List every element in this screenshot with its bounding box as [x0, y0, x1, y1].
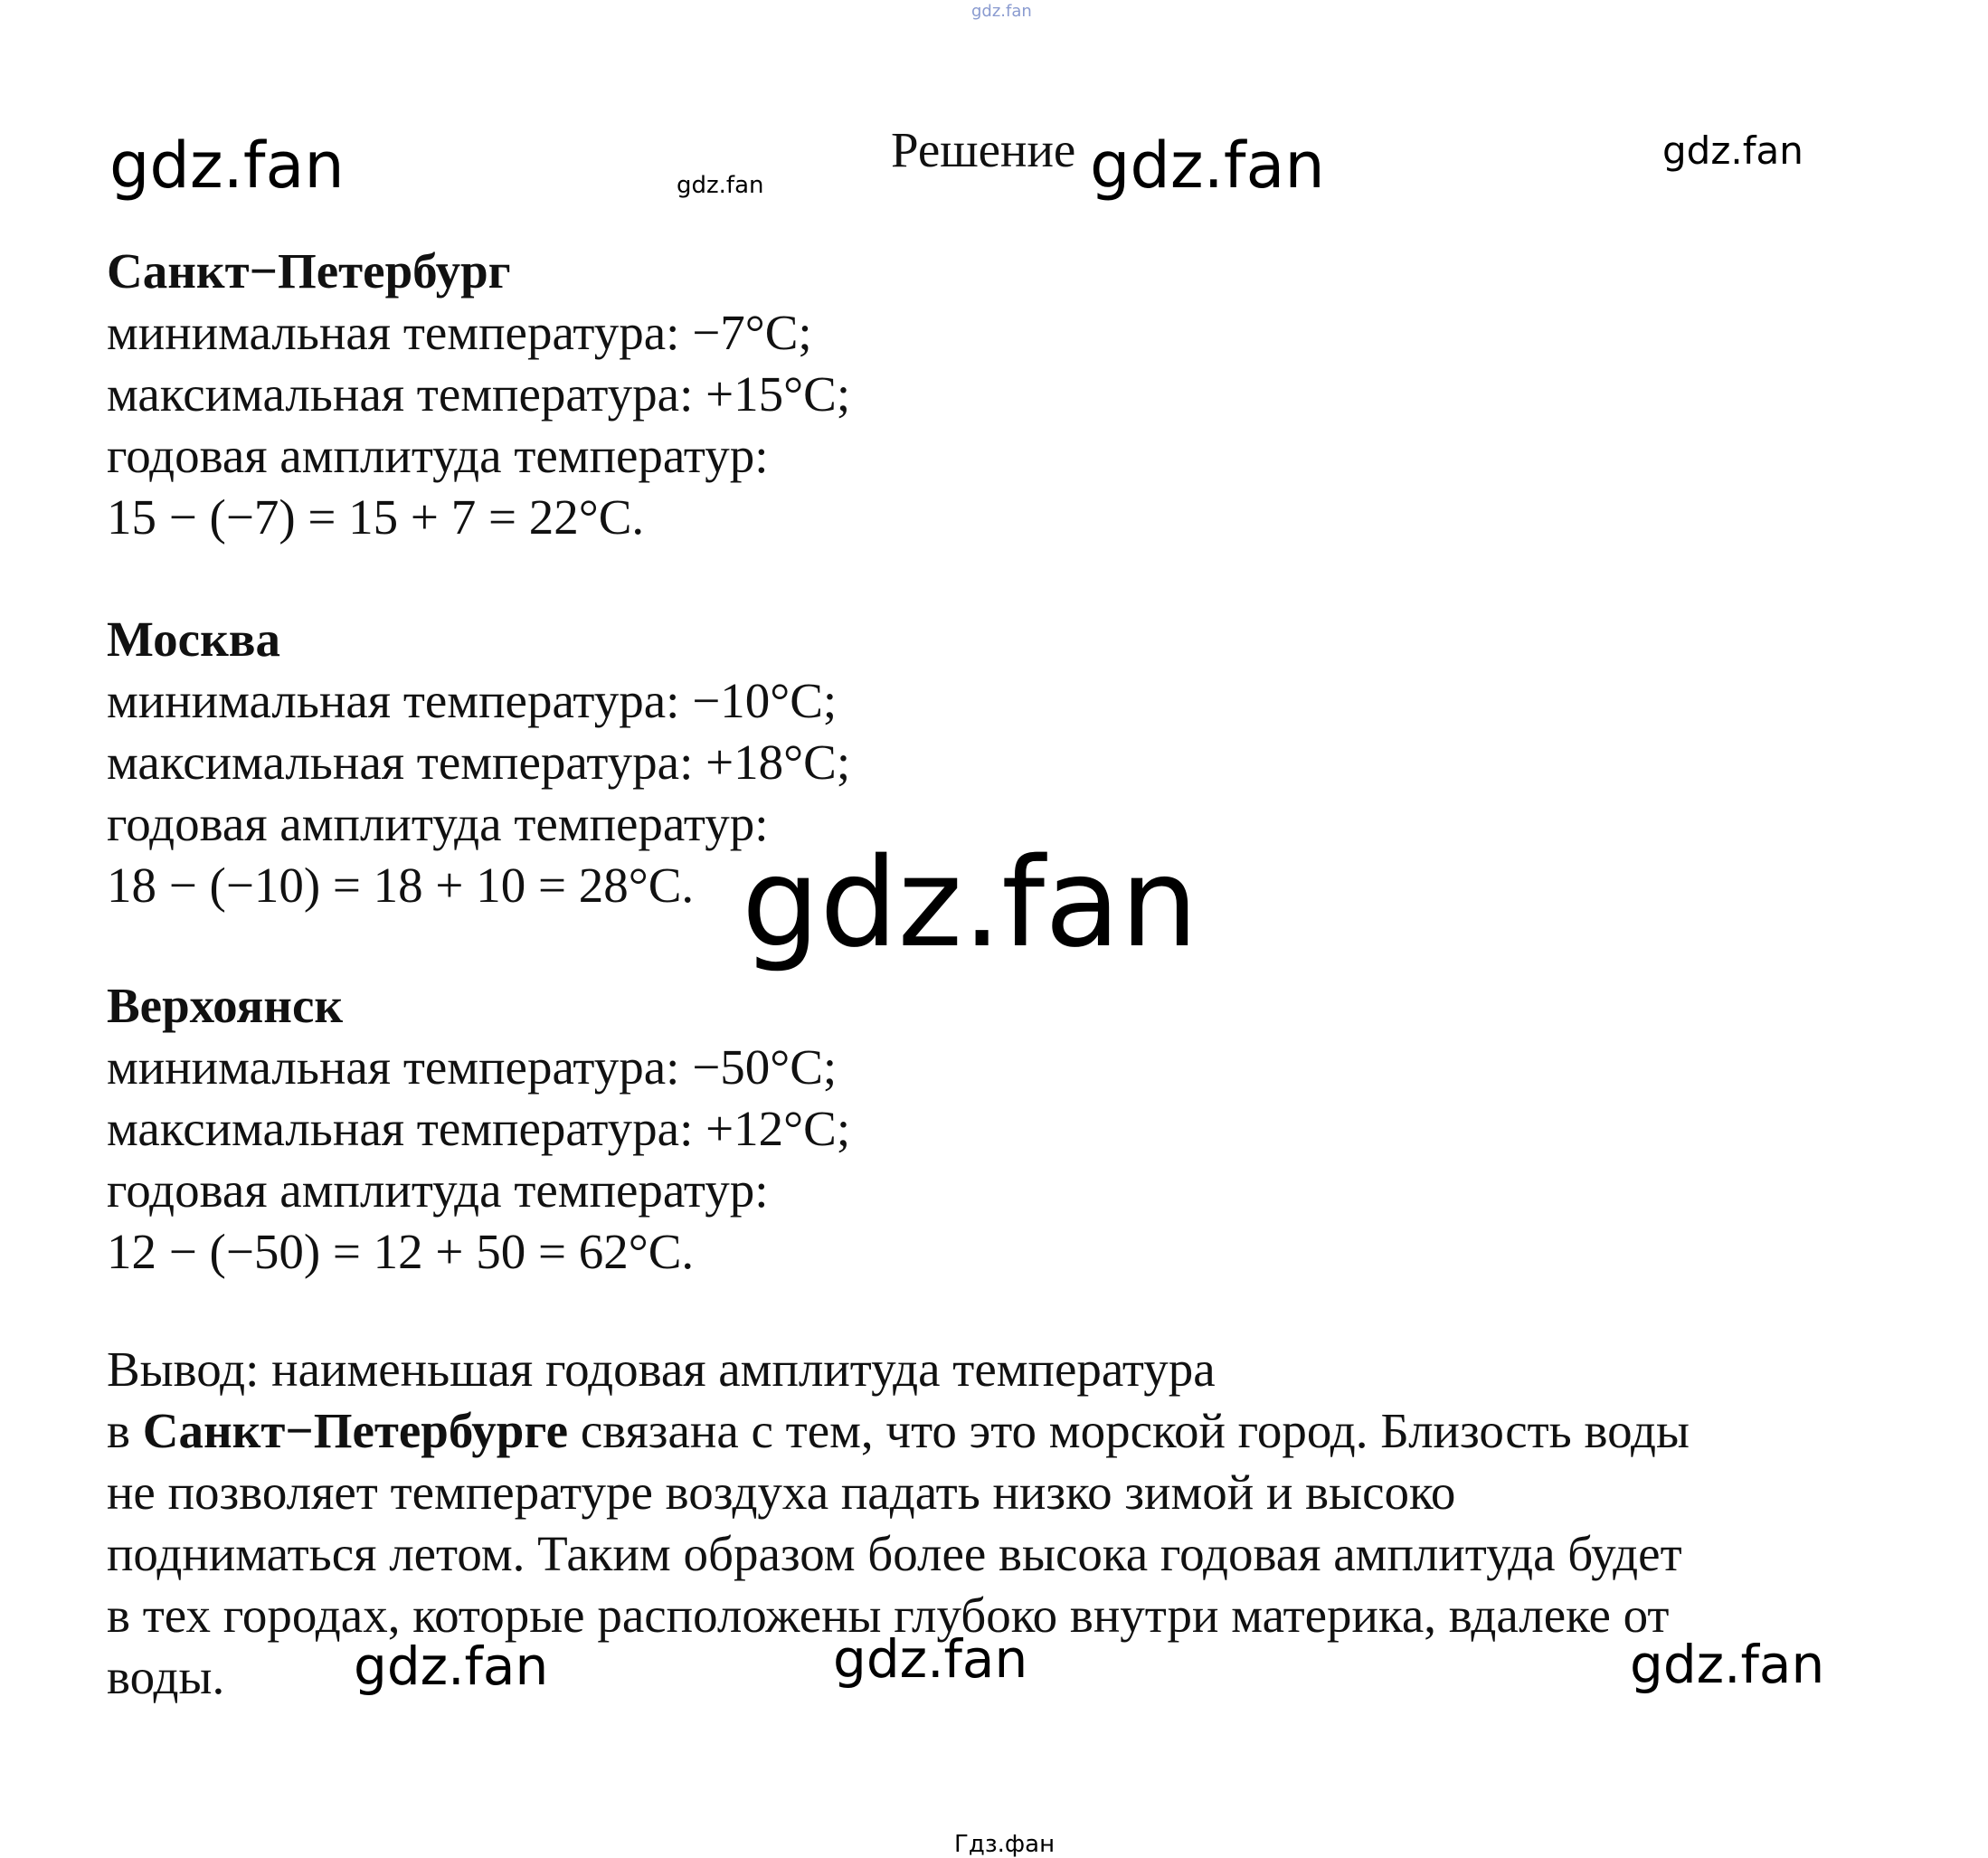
- amplitude-calc: 18 − (−10) = 18 + 10 = 28°С.: [107, 858, 695, 913]
- conclusion-line: воды.: [107, 1649, 225, 1704]
- conclusion-line: в тех городах, которые расположены глубоко внутри материка, вдалеке от: [107, 1588, 1670, 1643]
- min-temp-line: минимальная температура: −50°С;: [107, 1039, 838, 1095]
- conclusion-line: подниматься летом. Таким образом более высока годовая амплитуда будет: [107, 1526, 1682, 1581]
- section-moscow: [107, 609, 850, 916]
- watermark-bottom-mid: gdz.fan: [833, 1628, 1028, 1690]
- watermark-top-mid: gdz.fan: [1090, 128, 1325, 203]
- footer-caption: Гдз.фан: [954, 1831, 1056, 1858]
- conclusion-line: Вывод: наименьшая годовая амплитуда температура: [107, 1341, 1216, 1397]
- min-temp-line: минимальная температура: −7°С;: [107, 305, 812, 360]
- max-temp-line: максимальная температура: +15°С;: [107, 366, 851, 422]
- amplitude-label: годовая амплитуда температур:: [107, 428, 769, 483]
- section-heading: Верхоянск: [107, 978, 344, 1033]
- section-heading: Санкт−Петербург: [107, 243, 511, 299]
- watermark-top-right: gdz.fan: [1662, 128, 1803, 173]
- watermark-bottom-left: gdz.fan: [354, 1635, 549, 1697]
- watermark-top-left: gdz.fan: [109, 128, 345, 203]
- conclusion-prefix: в: [107, 1403, 143, 1458]
- watermark-top-small-mid: gdz.fan: [677, 172, 764, 199]
- section-verkhoyansk: [107, 975, 850, 1283]
- max-temp-line: максимальная температура: +12°С;: [107, 1101, 851, 1156]
- conclusion-city-bold: Санкт−Петербурге: [142, 1403, 569, 1458]
- amplitude-calc: 12 − (−50) = 12 + 50 = 62°С.: [107, 1224, 695, 1279]
- watermark-top-small: gdz.fan: [971, 2, 1032, 21]
- section-heading: Москва: [107, 611, 280, 667]
- page-title: Решение: [891, 122, 1076, 177]
- conclusion-line: [107, 1400, 1690, 1462]
- amplitude-label: годовая амплитуда температур:: [107, 796, 769, 851]
- watermark-center: gdz.fan: [742, 832, 1198, 975]
- watermark-bottom-right: gdz.fan: [1630, 1634, 1825, 1695]
- min-temp-line: минимальная температура: −10°С;: [107, 673, 838, 728]
- amplitude-calc: 15 − (−7) = 15 + 7 = 22°С.: [107, 489, 645, 545]
- amplitude-label: годовая амплитуда температур:: [107, 1162, 769, 1218]
- max-temp-line: максимальная температура: +18°С;: [107, 735, 851, 790]
- section-saint-petersburg: [107, 241, 850, 548]
- conclusion-line: не позволяет температуре воздуха падать низко зимой и высоко: [107, 1465, 1456, 1520]
- conclusion-rest: связана с тем, что это морской город. Близость воды: [568, 1403, 1690, 1458]
